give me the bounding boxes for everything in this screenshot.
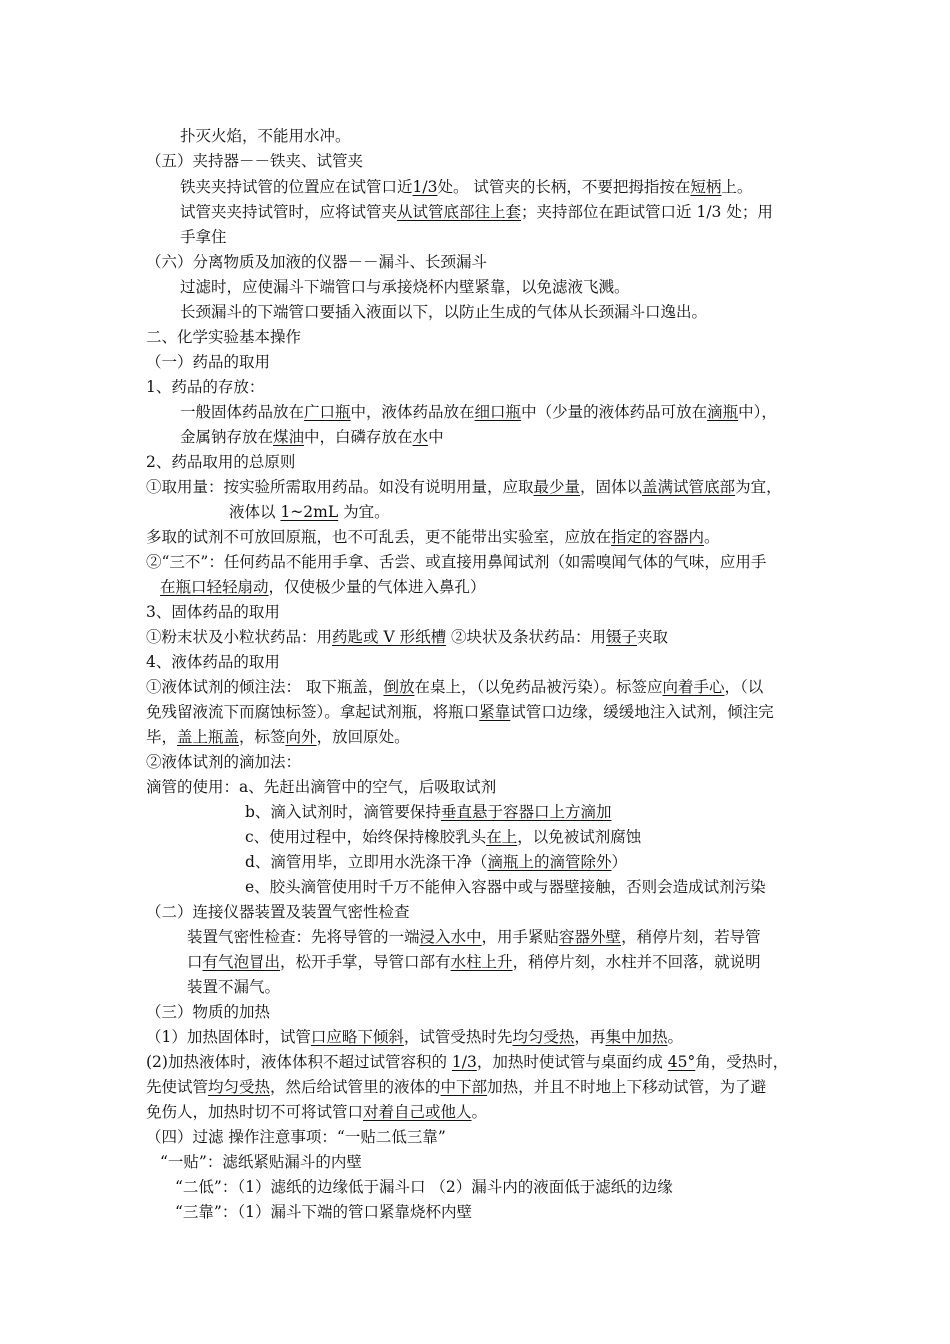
text-run: 口 [187, 953, 203, 971]
text-run: “一贴”：滤纸紧贴漏斗的内壁 [160, 1153, 362, 1171]
text-run: 为宜， [735, 478, 782, 496]
text-line [180, 401, 777, 423]
text-run: ，用手紧贴 [481, 928, 560, 946]
text-run: d、滴管用毕，立即用水洗涤干净（ [245, 853, 488, 871]
text-run: 免残留液流下而腐蚀标签）。拿起试剂瓶，将瓶口 [146, 703, 480, 721]
text-run: ） [611, 853, 627, 871]
text-run: 毕， [146, 728, 178, 746]
text-line [146, 676, 763, 698]
text-run: 中（少量的液体药品可放在 [521, 403, 708, 421]
text-run: (2)加热液体时，液体体积不超过试管容积的 [146, 1053, 452, 1071]
underlined-term: 指定的容器内 [611, 528, 705, 546]
underlined-term: 容器外壁 [559, 928, 622, 946]
text-run: （五）夹持器－－铁夹、试管夹 [146, 152, 364, 170]
section-heading [146, 1126, 446, 1148]
text-run: 手拿住 [180, 228, 227, 246]
text-line [146, 1076, 766, 1098]
underlined-term: 对着自己或他人 [363, 1103, 472, 1121]
text-run: （六）分离物质及加液的仪器－－漏斗、长颈漏斗 [146, 253, 488, 271]
text-run: 夹取 [637, 628, 669, 646]
text-line [146, 701, 774, 723]
text-run: （一）药品的取用 [146, 353, 271, 371]
subsection-heading [146, 376, 264, 398]
underlined-term: 1/3 [412, 178, 438, 196]
text-run: ①液体试剂的倾注法： 取下瓶盖， [146, 678, 384, 696]
text-run: 试管口边缘，缓缓地注入试剂，倾注完 [510, 703, 774, 721]
text-run: 中 [428, 428, 444, 446]
underlined-term: 浸入水中 [419, 928, 482, 946]
text-run: （四）过滤 操作注意事项：“一贴二低三靠” [146, 1128, 446, 1146]
underlined-term: 从试管底部往上套 [397, 203, 522, 221]
underlined-term: 均匀受热 [512, 1028, 575, 1046]
text-run: 在桌上，（以免药品被污染）。标签应 [414, 678, 663, 696]
underlined-term: 口应略下倾斜 [310, 1028, 404, 1046]
underlined-term: 水 [412, 428, 429, 446]
text-run: “三靠”：（1）漏斗下端的管口紧靠烧杯内壁 [175, 1203, 472, 1221]
list-item [245, 851, 627, 873]
list-item [245, 826, 641, 848]
text-run: 角，受热时， [695, 1053, 789, 1071]
text-line [146, 1101, 487, 1123]
text-run: ①取用量：按实验所需取用药品。如没有说明用量，应取 [146, 478, 534, 496]
text-line [146, 476, 782, 498]
underlined-term: 向外 [285, 728, 317, 746]
text-line [146, 726, 410, 748]
text-run: ，试管受热时先 [403, 1028, 513, 1046]
text-run: （三）物质的加热 [146, 1003, 271, 1021]
text-run: ，固体以 [580, 478, 643, 496]
text-run: 一般固体药品放在 [180, 403, 305, 421]
text-run: ，再 [574, 1028, 606, 1046]
text-run: 装置气密性检查：先将导管的一端 [187, 928, 420, 946]
section-heading [146, 251, 487, 273]
underlined-term: 集中加热 [605, 1028, 668, 1046]
text-run: 为宜。 [338, 503, 390, 521]
text-run: 滴管的使用：a、先赶出滴管中的空气，后吸取试剂 [146, 778, 497, 796]
text-run: 二、化学实验基本操作 [146, 328, 302, 346]
underlined-term: 药匙或 V 形纸槽 [332, 628, 447, 646]
text-line [160, 576, 486, 598]
text-run: 多取的试剂不可放回原瓶，也不可乱丢，更不能带出实验室，应放在 [146, 528, 612, 546]
text-run: ②块状及条状药品：用 [446, 628, 607, 646]
list-item [245, 801, 611, 823]
underlined-term: 垂直悬于容器口上方滴加 [440, 803, 612, 821]
text-run: 中）， [738, 403, 777, 421]
text-line [180, 125, 351, 147]
underlined-term: 有气泡冒出 [202, 953, 281, 971]
text-run: c、使用过程中，始终保持橡胶乳头 [245, 828, 487, 846]
text-run: ，（以 [724, 678, 764, 696]
text-line [180, 226, 227, 248]
text-run: ，仅使极少量的气体进入鼻孔） [268, 578, 486, 596]
list-item [245, 876, 766, 898]
underlined-term: 1/3 [451, 1053, 477, 1071]
text-run: ，然后给试管里的液体的 [270, 1078, 441, 1096]
text-run: “二低”：（1）滤纸的边缘低于漏斗口 （2）漏斗内的液面低于滤纸的边缘 [175, 1178, 673, 1196]
text-run: ，标签 [239, 728, 286, 746]
text-run: 金属钠存放在 [180, 428, 274, 446]
text-run: 试管夹夹持试管时，应将试管夹 [180, 203, 398, 221]
text-run: e、胶头滴管使用时千万不能伸入容器中或与器壁接触，否则会造成试剂污染 [245, 878, 766, 896]
underlined-term: 细口瓶 [474, 403, 522, 421]
subsection-heading [146, 601, 280, 623]
underlined-term: 在上 [486, 828, 518, 846]
text-run: ；夹持部位在距试管口近 1/3 处；用 [521, 203, 773, 221]
underlined-term: 向着手心 [662, 678, 725, 696]
text-line [146, 526, 720, 548]
text-line [229, 501, 390, 523]
text-run: （1）加热固体时，试管 [146, 1028, 311, 1046]
text-line [160, 1151, 362, 1173]
underlined-term: 盖上瓶盖 [177, 728, 240, 746]
underlined-term: 滴瓶 [707, 403, 739, 421]
text-line [175, 1201, 472, 1223]
underlined-term: 1~2mL [280, 503, 339, 521]
text-run: 加热，并且不时地上下移动试管，为了避 [487, 1078, 767, 1096]
text-run: 2、药品取用的总原则 [146, 453, 296, 471]
underlined-term: 镊子 [606, 628, 638, 646]
chapter-heading [146, 326, 301, 348]
text-line [180, 201, 773, 223]
text-run: 3、固体药品的取用 [146, 603, 280, 621]
text-run: 免伤人，加热时切不可将试管口 [146, 1103, 364, 1121]
text-line [180, 176, 752, 198]
text-run: 液体以 [229, 503, 281, 521]
text-run: 中，白磷存放在 [304, 428, 413, 446]
text-run: 装置不漏气。 [187, 978, 281, 996]
text-run: ①粉末状及小粒状药品：用 [146, 628, 333, 646]
text-line [187, 926, 761, 948]
text-line [180, 276, 630, 298]
text-line [146, 626, 668, 648]
text-run: ，稍停片刻，若导管 [621, 928, 761, 946]
underlined-term: 煤油 [273, 428, 305, 446]
text-run: 。 [471, 1103, 488, 1121]
underlined-term: 滴瓶上的滴管除外 [487, 853, 612, 871]
text-run: 上。 [721, 178, 753, 196]
subsection-heading [146, 651, 280, 673]
underlined-term: 短柄 [690, 178, 722, 196]
text-run: 中，液体药品放在 [350, 403, 475, 421]
text-run: ②“三不”：任何药品不能用手拿、舌尝、或直接用鼻闻试剂（如需嗅闻气体的气味，应用手 [146, 553, 767, 571]
text-run: 铁夹夹持试管的位置应在试管口近 [180, 178, 413, 196]
text-run: 扑灭火焰，不能用水冲。 [180, 127, 351, 145]
underlined-term: 中下部 [440, 1078, 488, 1096]
text-run: ，稍停片刻，水柱并不回落，就说明 [512, 953, 761, 971]
text-run: 。 [704, 528, 720, 546]
underlined-term: 盖满试管底部 [642, 478, 736, 496]
section-heading [146, 150, 363, 172]
section-heading [146, 901, 410, 923]
underlined-term: 45° [667, 1053, 696, 1071]
section-heading [146, 351, 270, 373]
text-run: 长颈漏斗的下端管口要插入液面以下，以防止生成的气体从长颈漏斗口逸出。 [180, 303, 708, 321]
text-line [175, 1176, 673, 1198]
text-run: ②液体试剂的滴加法： [146, 753, 302, 771]
text-run: 过滤时，应使漏斗下端管口与承接烧杯内壁紧靠，以免滤液飞溅。 [180, 278, 630, 296]
text-run: 先使试管 [146, 1078, 209, 1096]
section-heading [146, 1001, 270, 1023]
text-line [180, 426, 444, 448]
text-line [146, 776, 496, 798]
text-line [187, 951, 761, 973]
text-run: ，以免被试剂腐蚀 [517, 828, 642, 846]
text-line [180, 301, 707, 323]
text-run: 。 [667, 1028, 683, 1046]
text-run: b、滴入试剂时，滴管要保持 [245, 803, 441, 821]
text-run: （二）连接仪器装置及装置气密性检查 [146, 903, 410, 921]
text-run: 1、药品的存放： [146, 378, 265, 396]
text-run: ，加热时使试管与桌面约成 [476, 1053, 668, 1071]
text-run: ，放回原处。 [316, 728, 410, 746]
text-run: 处。 试管夹的长柄，不要把拇指按在 [437, 178, 691, 196]
underlined-term: 均匀受热 [208, 1078, 271, 1096]
subsection-heading [146, 451, 295, 473]
text-line [187, 976, 280, 998]
underlined-term: 最少量 [533, 478, 581, 496]
underlined-term: 倒放 [383, 678, 415, 696]
underlined-term: 广口瓶 [304, 403, 351, 421]
text-run: 4、液体药品的取用 [146, 653, 280, 671]
text-line [146, 751, 301, 773]
underlined-term: 在瓶口轻轻扇动 [160, 578, 269, 596]
text-line [146, 1026, 683, 1048]
underlined-term: 水柱上升 [450, 953, 513, 971]
underlined-term: 紧靠 [479, 703, 511, 721]
text-run: ，松开手掌，导管口部有 [280, 953, 451, 971]
text-line [146, 551, 766, 573]
text-line [146, 1051, 788, 1073]
